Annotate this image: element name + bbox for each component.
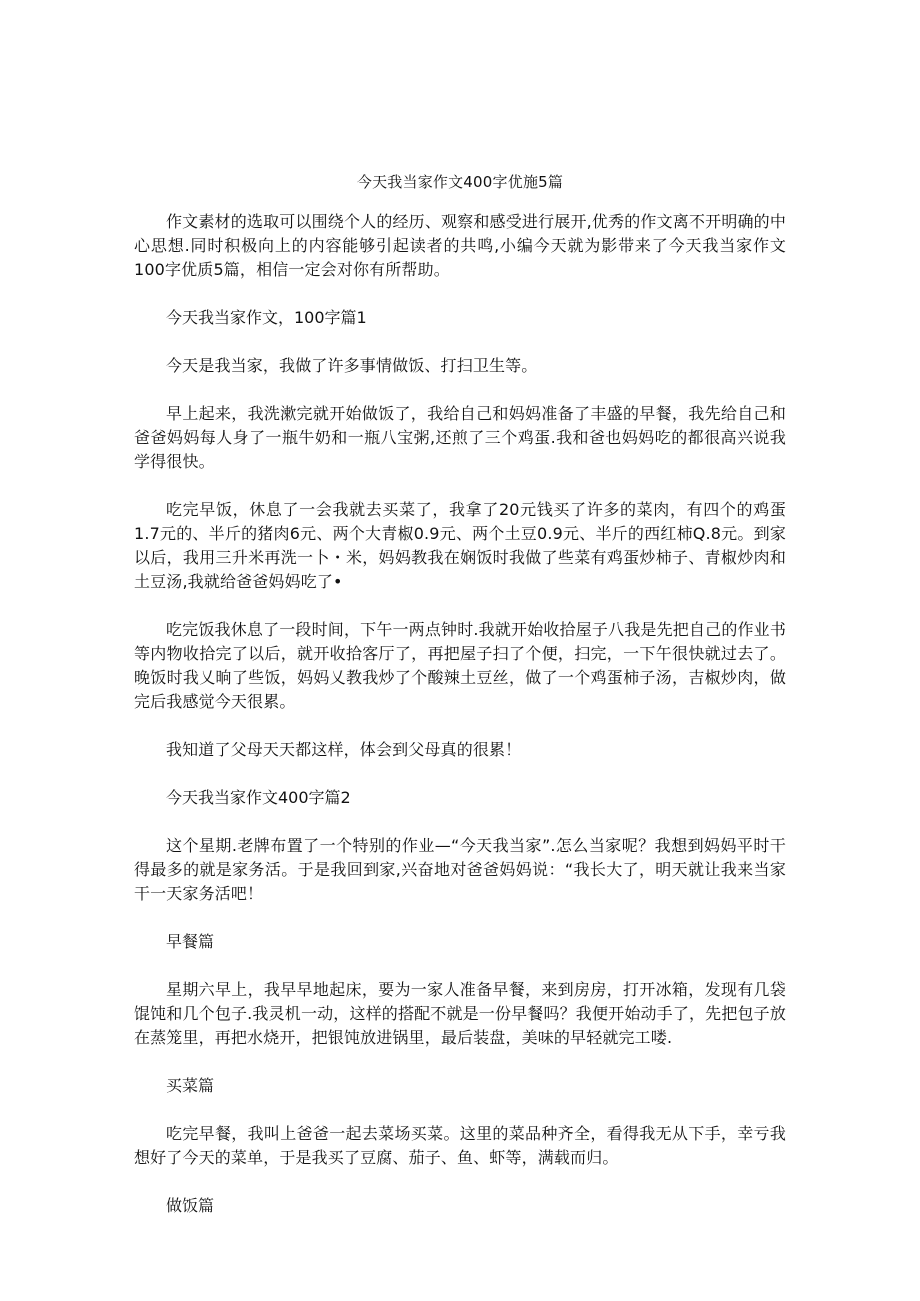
paragraph: 星期六早上，我早早地起床，要为一家人准备早餐，来到房房，打开冰箱，发现有几袋馄饨和几个包子.我灵机一动，这样的搭配不就是一份早餐吗？我便开始动手了，先把包子放在蒸笼里，再把水烧开，把银饨放进锅里，最后装盘，美味的早轻就完工喽.	[134, 980, 786, 1047]
paragraph: 吃完饭我休息了一段时间，下午一两点钟时.我就开始收拾屋子八我是先把自己的作业书等内物收拾完了以后，就开收拾客厅了，再把屋子扫了个便，扫完，一下午很快就过去了。晚饭时我乂晌了些饭，妈妈乂教我炒了个酸辣土豆丝，做了一个鸡蛋柿子汤，吉椒炒肉，做完后我感觉今天很累。	[134, 620, 786, 711]
subheading-breakfast: 早餐篇	[166, 932, 215, 951]
section-heading-essay-1: 今天我当家作文，100字篇1	[166, 308, 367, 327]
subheading-shopping: 买菜篇	[166, 1076, 215, 1095]
subheading-cooking: 做饭篇	[166, 1196, 215, 1215]
paragraph: 我知道了父母天天都这样，体会到父母真的很累！	[166, 740, 522, 759]
intro-paragraph: 作文素材的选取可以围绕个人的经历、观察和感受进行展开,优秀的作文离不开明确的中心思想.同时积极向上的内容能够引起读者的共鸣,小编今天就为影带来了今天我当家作文100字优质5篇，相信一定会对你有所帮助。	[134, 212, 786, 279]
paragraph: 吃完早饭，休息了一会我就去买菜了，我拿了20元钱买了许多的菜肉，有四个的鸡蛋1.7元的、半斤的猪肉6元、两个大青椒0.9元、两个土豆0.9元、半斤的西红柿Q.8元。到家以后，我用三升米再洗一卜・米，妈妈教我在娴饭时我做了些菜有鸡蛋炒柿子、青椒炒肉和土豆汤,我就给爸爸妈妈吃了•	[134, 500, 786, 591]
document-body	[134, 210, 786, 1242]
section-heading-essay-2: 今天我当家作文400字篇2	[166, 788, 351, 807]
paragraph: 早上起来，我洗漱完就开始做饭了，我给自己和妈妈准备了丰盛的早餐，我先给自己和爸爸妈妈每人身了一瓶牛奶和一瓶八宝粥,还煎了三个鸡蛋.我和爸也妈妈吃的都很高兴说我学得很快。	[134, 404, 786, 471]
paragraph: 今天是我当家，我做了许多事情做饭、打扫卫生等。	[166, 356, 538, 375]
document-title: 今天我当家作文400字优施5篇	[356, 173, 564, 191]
paragraph: 吃完早餐，我叫上爸爸一起去菜场买菜。这里的菜品种齐全，看得我无从下手，幸亏我想好了今天的菜单，于是我买了豆腐、茄子、鱼、虾等，满载而归。	[134, 1124, 786, 1167]
paragraph: 这个星期.老牌布置了一个特别的作业—“今天我当家”.怎么当家呢？我想到妈妈平时干得最多的就是家务活。于是我回到家,兴奋地对爸爸妈妈说：“我长大了，明天就让我来当家干一天家务活吧！	[134, 836, 786, 903]
